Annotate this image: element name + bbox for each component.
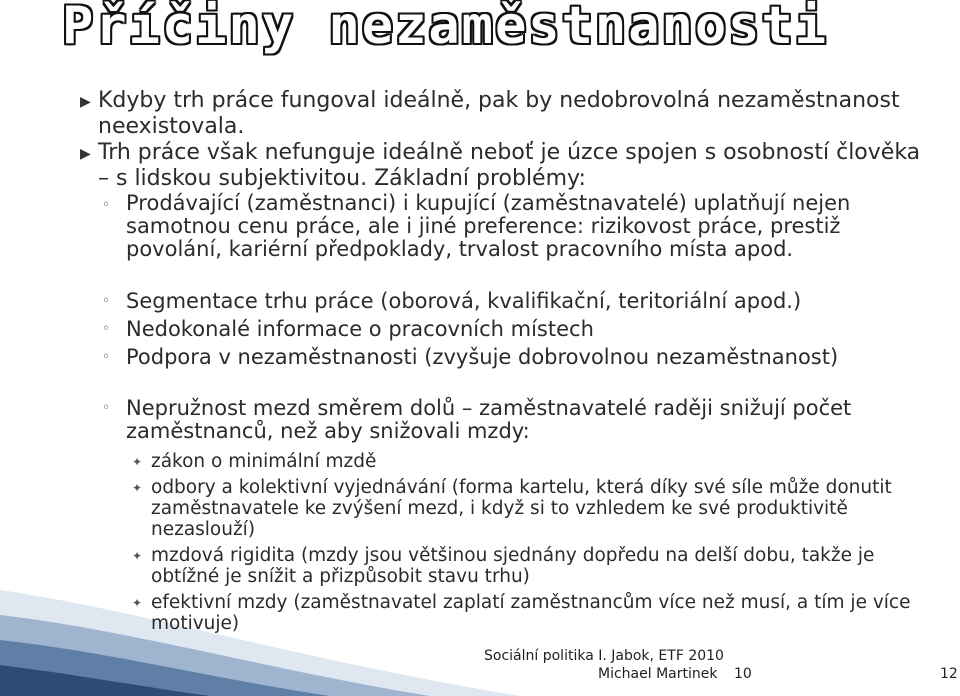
footer-author: Michael Martinek bbox=[598, 666, 718, 682]
dot-bullet-icon: ✦ bbox=[132, 549, 143, 563]
circle-bullet-icon: ◦ bbox=[102, 321, 111, 337]
list-item: Nedokonalé informace o pracovních místech bbox=[126, 317, 594, 341]
dot-bullet-icon: ✦ bbox=[132, 455, 143, 469]
list-item: Kdyby trh práce fungoval ideálně, pak by nedobrovolná nezaměstnanost neexistovala. bbox=[98, 88, 900, 139]
list-item: efektivní mzdy (zaměstnavatel zaplatí zaměstnancům více než musí, a tím je více motivuje) bbox=[151, 592, 911, 634]
footer-center-number: 10 bbox=[734, 666, 752, 682]
slide-number: 12 bbox=[940, 666, 958, 682]
circle-bullet-icon: ◦ bbox=[102, 293, 111, 309]
dot-bullet-icon: ✦ bbox=[132, 596, 143, 610]
list-item: Segmentace trhu práce (oborová, kvalifikační, teritoriální apod.) bbox=[126, 289, 802, 313]
slide-title: Příčiny nezaměstnanosti bbox=[62, 0, 829, 56]
circle-bullet-icon: ◦ bbox=[102, 197, 111, 213]
list-item: Podpora v nezaměstnanosti (zvyšuje dobrovolnou nezaměstnanost) bbox=[126, 345, 839, 369]
arrow-bullet-icon: ▶ bbox=[80, 94, 91, 110]
dot-bullet-icon: ✦ bbox=[132, 481, 143, 495]
list-item: Trh práce však nefunguje ideálně neboť je úzce spojen s osobností člověka – s lidskou subjektivitou. Základní problémy: bbox=[98, 140, 921, 191]
list-item: zákon o minimální mzdě bbox=[151, 451, 377, 472]
list-item: odbory a kolektivní vyjednávání (forma kartelu, která díky své síle může donutit zaměstnavatele ke zvýšení mezd, i když si to vzhledem ke své produktivitě nezaslouží) bbox=[151, 477, 892, 540]
footer-source: Sociální politika I. Jabok, ETF 2010 bbox=[484, 648, 724, 664]
circle-bullet-icon: ◦ bbox=[102, 400, 111, 416]
list-item: mzdová rigidita (mzdy jsou většinou sjednány dopředu na delší dobu, takže je obtížné je snížit a přizpůsobit stavu trhu) bbox=[151, 545, 875, 587]
arrow-bullet-icon: ▶ bbox=[80, 146, 91, 162]
circle-bullet-icon: ◦ bbox=[102, 349, 111, 365]
list-item: Prodávající (zaměstnanci) i kupující (zaměstnavatelé) uplatňují nejen samotnou cenu práce, ale i jiné preference: rizikovost práce, prestiž povolání, kariérní předpoklady, trvalost pracovního místa apod. bbox=[126, 191, 851, 261]
list-item: Nepružnost mezd směrem dolů – zaměstnavatelé raději snižují počet zaměstnanců, než aby snižovali mzdy: bbox=[126, 396, 852, 443]
